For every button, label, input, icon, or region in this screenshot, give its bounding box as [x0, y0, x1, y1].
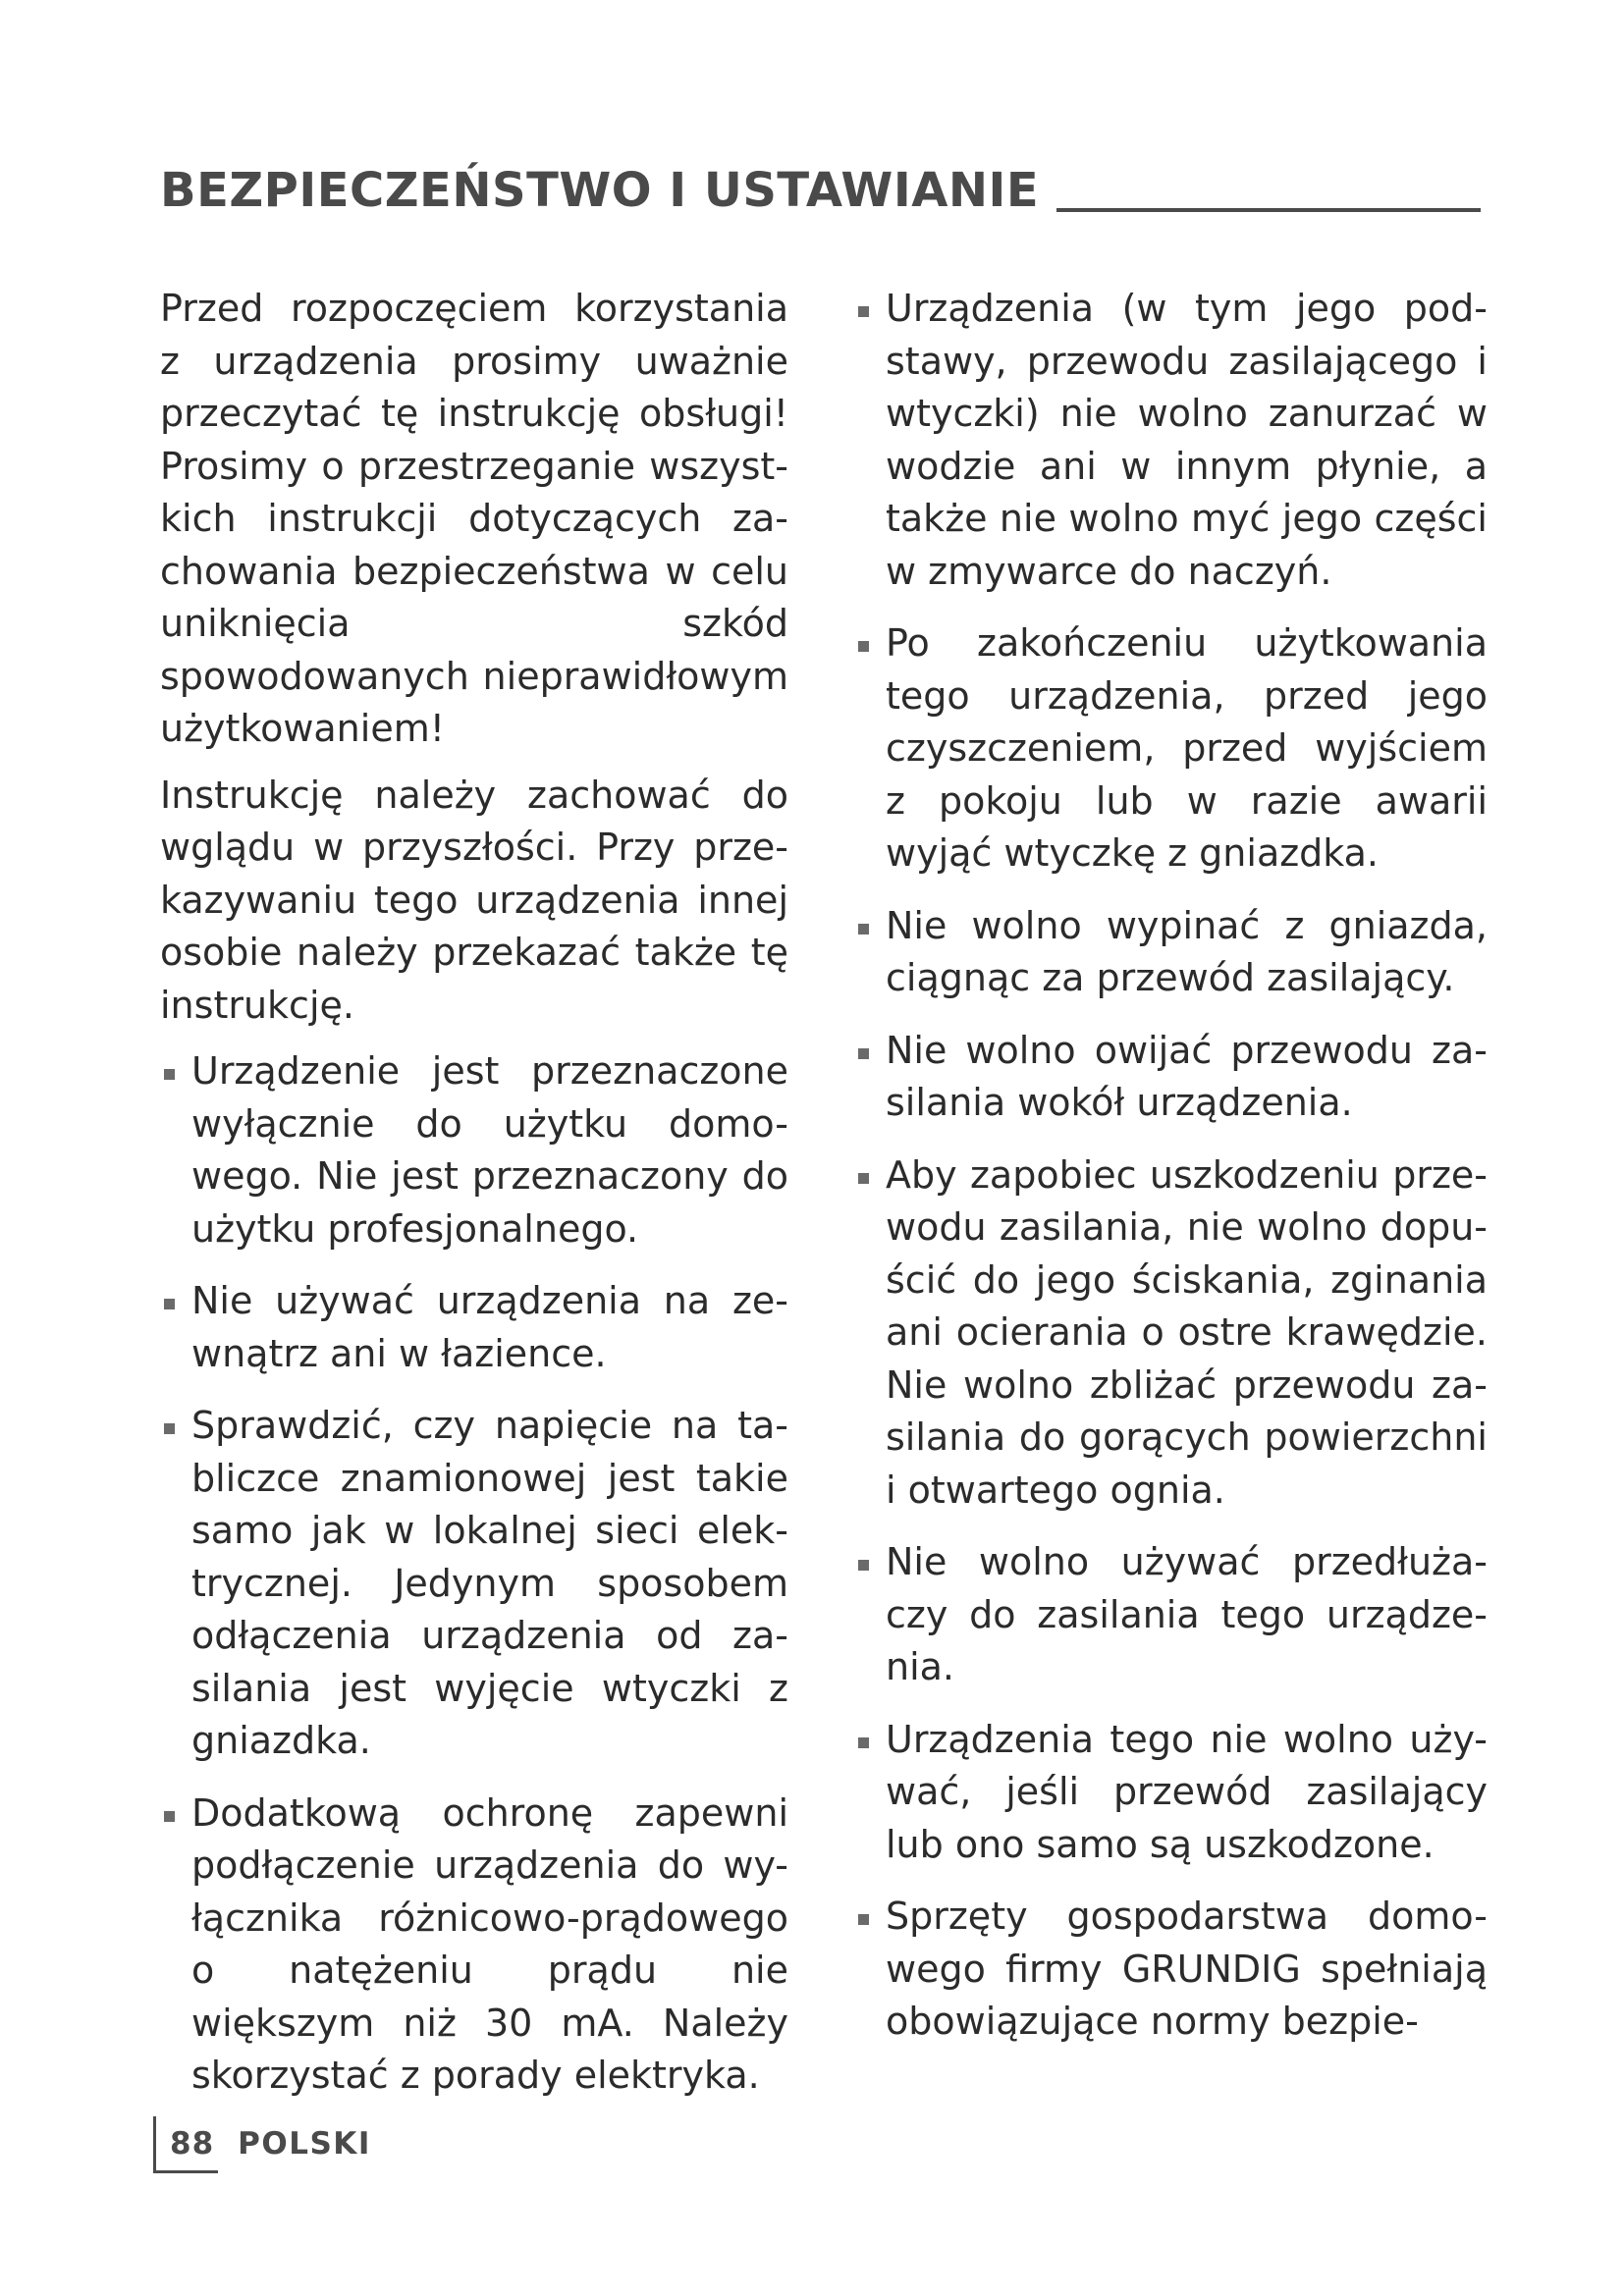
safety-bullet: Aby zapobiec uszkodzeniu prze-wodu zasilania, nie wolno dopu-ścić do jego ściskania, zginania ani ocierania o ostre krawędzie. Nie wolno zbliżać przewodu za-silania do gorących powierzchni i otwartego ognia. — [854, 1149, 1488, 1518]
safety-bullet: Urządzenia (w tym jego pod-stawy, przewodu zasilającego i wtyczki) nie wolno zanurzać w wodzie ani w innym płynie, a także nie wolno myć jego części w zmywarce do naczyń. — [854, 283, 1488, 598]
title-underline — [1056, 208, 1481, 212]
intro-paragraph: Instrukcję należy zachować do wglądu w przyszłości. Przy prze-kazywaniu tego urządzenia innej osobie należy przekazać także tę instrukcję. — [160, 773, 788, 1027]
safety-bullet: Po zakończeniu użytkowania tego urządzenia, przed jego czyszczeniem, przed wyjściem z pokoju lub w razie awarii wyjąć wtyczkę z gniazdka. — [854, 617, 1488, 881]
safety-bullet: Sprawdzić, czy napięcie na ta-bliczce znamionowej jest takie samo jak w lokalnej sieci elek-trycznej. Jedynym sposobem odłączenia urządzenia od za-silania jest wyjęcie wtyczki z gniazdka. — [160, 1400, 788, 1768]
safety-bullet: Nie wolno owijać przewodu za-silania wokół urządzenia. — [854, 1025, 1488, 1130]
language-label: POLSKI — [238, 2126, 371, 2162]
safety-bullet: Nie używać urządzenia na ze-wnątrz ani w łazience. — [160, 1275, 788, 1380]
left-column — [160, 283, 788, 2122]
intro-paragraph: Przed rozpoczęciem korzystania z urządzenia prosimy uważnie przeczytać tę instrukcję obsługi! Prosimy o przestrzeganie wszyst-kich instrukcji dotyczących za-chowania bezpieczeństwa w celu uniknięcia szkód spowodowanych nieprawidłowym użytkowaniem! — [160, 287, 788, 750]
footer-rule — [153, 2116, 156, 2171]
page-number: 88 — [170, 2126, 215, 2162]
safety-bullet: Urządzenie jest przeznaczone wyłącznie do użytku domo-wego. Nie jest przeznaczony do użytku profesjonalnego. — [160, 1045, 788, 1255]
footer-rule-base — [153, 2170, 218, 2173]
safety-bullet: Nie wolno wypinać z gniazda, ciągnąc za przewód zasilający. — [854, 900, 1488, 1005]
right-column — [854, 283, 1488, 2068]
safety-bullet: Sprzęty gospodarstwa domo-wego firmy GRUNDIG spełniają obowiązujące normy bezpie- — [854, 1891, 1488, 2049]
safety-bullet: Nie wolno używać przedłuża-czy do zasilania tego urządze-nia. — [854, 1536, 1488, 1694]
section-title: BEZPIECZEŃSTWO I USTAWIANIE — [160, 163, 1040, 218]
page-footer — [153, 2116, 371, 2171]
safety-bullet: Urządzenia tego nie wolno uży-wać, jeśli przewód zasilający lub ono samo są uszkodzone. — [854, 1714, 1488, 1872]
page-header — [160, 155, 1481, 218]
safety-bullet: Dodatkową ochronę zapewni podłączenie urządzenia do wy-łącznika różnicowo-prądowego o natężeniu prądu nie większym niż 30 mA. Należy skorzystać z porady elektryka. — [160, 1788, 788, 2103]
